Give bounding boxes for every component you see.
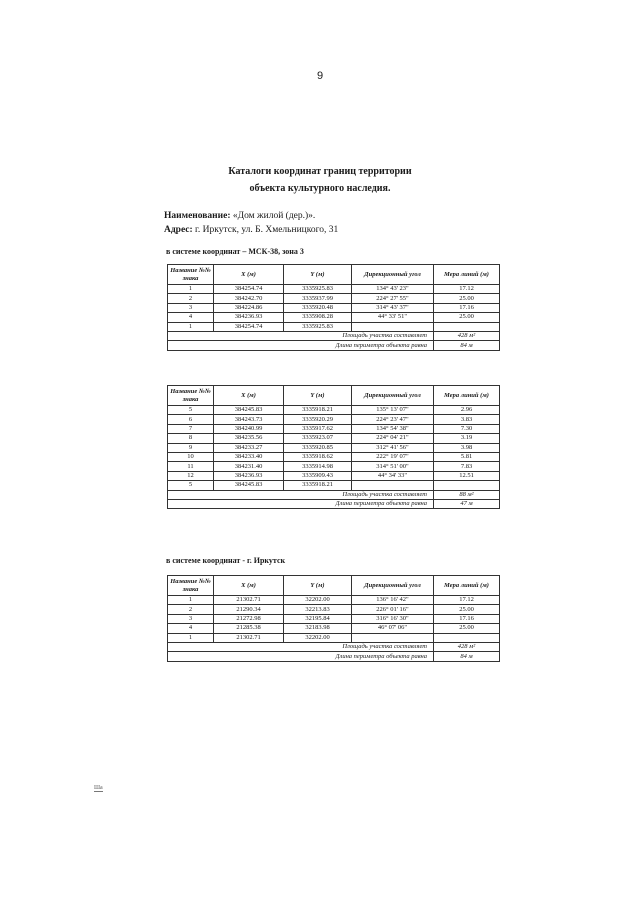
y-coordinate: 3335920.48 — [284, 303, 352, 312]
table-row — [168, 415, 500, 424]
direction-angle: 136° 16' 42" — [352, 596, 434, 605]
point-number: 3 — [168, 303, 214, 312]
point-number: 1 — [168, 633, 214, 642]
direction-angle — [352, 322, 434, 331]
header-name: Название №№ знака — [168, 386, 214, 406]
footer-mark: Ша — [94, 785, 103, 791]
header-angle: Дирекционный угол — [352, 576, 434, 596]
y-coordinate: 3335918.21 — [284, 406, 352, 415]
x-coordinate: 384231.40 — [214, 462, 284, 471]
y-coordinate: 32213.83 — [284, 605, 352, 614]
x-coordinate: 384240.99 — [214, 424, 284, 433]
title-line-1: Каталоги координат границ территории — [228, 166, 412, 177]
table-row — [168, 294, 500, 303]
direction-angle: 312° 41' 56" — [352, 443, 434, 452]
direction-angle: 44° 34' 33" — [352, 471, 434, 480]
line-length: 17.12 — [434, 596, 500, 605]
object-name — [164, 211, 315, 221]
header-angle: Дирекционный угол — [352, 386, 434, 406]
y-coordinate: 3335937.99 — [284, 294, 352, 303]
area-row — [168, 642, 500, 651]
line-length: 17.16 — [434, 303, 500, 312]
header-name: Название №№ знака — [168, 265, 214, 285]
direction-angle: 135° 13' 07" — [352, 406, 434, 415]
line-length: 17.12 — [434, 285, 500, 294]
x-coordinate: 21285.38 — [214, 624, 284, 633]
perimeter-value: 84 м — [434, 341, 500, 350]
y-coordinate: 3335925.83 — [284, 322, 352, 331]
perimeter-value: 47 м — [434, 499, 500, 508]
line-length: 3.83 — [434, 415, 500, 424]
line-length: 7.83 — [434, 462, 500, 471]
table-row — [168, 424, 500, 433]
table-row — [168, 462, 500, 471]
table-row — [168, 614, 500, 623]
header-y: Y (м) — [284, 576, 352, 596]
header-angle: Дирекционный угол — [352, 265, 434, 285]
y-coordinate: 3335908.28 — [284, 313, 352, 322]
line-length: 7.30 — [434, 424, 500, 433]
point-number: 2 — [168, 294, 214, 303]
coordinates-table-msk38 — [167, 264, 500, 351]
section-heading-msk38: в системе координат – МСК-38, зона 3 — [166, 247, 304, 256]
direction-angle: 314° 43' 37" — [352, 303, 434, 312]
point-number: 2 — [168, 605, 214, 614]
direction-angle: 134° 54' 38" — [352, 424, 434, 433]
header-length: Мера линий (м) — [434, 386, 500, 406]
point-number: 11 — [168, 462, 214, 471]
table-header-row — [168, 576, 500, 596]
y-coordinate: 32195.84 — [284, 614, 352, 623]
area-row — [168, 331, 500, 340]
line-length: 12.51 — [434, 471, 500, 480]
perimeter-row — [168, 341, 500, 350]
object-address — [164, 225, 338, 235]
y-coordinate: 3335923.07 — [284, 434, 352, 443]
line-length: 25.00 — [434, 624, 500, 633]
point-number: 10 — [168, 452, 214, 461]
point-number: 3 — [168, 614, 214, 623]
table-row — [168, 322, 500, 331]
y-coordinate: 3335914.98 — [284, 462, 352, 471]
table-row — [168, 596, 500, 605]
page-number: 9 — [316, 70, 324, 82]
header-x: X (м) — [214, 576, 284, 596]
point-number: 4 — [168, 624, 214, 633]
x-coordinate: 21290.34 — [214, 605, 284, 614]
x-coordinate: 384245.83 — [214, 406, 284, 415]
header-length: Мера линий (м) — [434, 576, 500, 596]
area-label: Площадь участка составляет — [168, 490, 434, 499]
line-length: 5.81 — [434, 452, 500, 461]
title-line-2: объекта культурного наследия. — [249, 183, 391, 194]
x-coordinate: 384242.70 — [214, 294, 284, 303]
point-number: 4 — [168, 313, 214, 322]
table-row — [168, 406, 500, 415]
x-coordinate: 384236.93 — [214, 471, 284, 480]
line-length: 3.98 — [434, 443, 500, 452]
y-coordinate: 3335918.62 — [284, 452, 352, 461]
point-number: 6 — [168, 415, 214, 424]
table-row — [168, 313, 500, 322]
line-length — [434, 481, 500, 490]
table-header-row — [168, 386, 500, 406]
perimeter-row — [168, 499, 500, 508]
direction-angle: 316° 16' 30" — [352, 614, 434, 623]
x-coordinate: 384233.40 — [214, 452, 284, 461]
perimeter-row — [168, 652, 500, 661]
line-length: 25.00 — [434, 294, 500, 303]
y-coordinate: 32202.00 — [284, 596, 352, 605]
header-x: X (м) — [214, 386, 284, 406]
area-value: 428 м² — [434, 331, 500, 340]
direction-angle: 226° 01' 16" — [352, 605, 434, 614]
direction-angle: 134° 43' 23" — [352, 285, 434, 294]
line-length: 25.00 — [434, 605, 500, 614]
header-y: Y (м) — [284, 386, 352, 406]
table-row — [168, 452, 500, 461]
y-coordinate: 32202.00 — [284, 633, 352, 642]
direction-angle: 314° 51' 00" — [352, 462, 434, 471]
header-y: Y (м) — [284, 265, 352, 285]
table-row — [168, 471, 500, 480]
direction-angle: 46° 07' 06" — [352, 624, 434, 633]
header-name: Название №№ знака — [168, 576, 214, 596]
x-coordinate: 384224.86 — [214, 303, 284, 312]
y-coordinate: 3335925.83 — [284, 285, 352, 294]
table-row — [168, 633, 500, 642]
x-coordinate: 21302.71 — [214, 596, 284, 605]
x-coordinate: 384243.73 — [214, 415, 284, 424]
header-x: X (м) — [214, 265, 284, 285]
header-length: Мера линий (м) — [434, 265, 500, 285]
area-value: 88 м² — [434, 490, 500, 499]
perimeter-value: 84 м — [434, 652, 500, 661]
point-number: 1 — [168, 596, 214, 605]
name-value: «Дом жилой (дер.)». — [232, 211, 316, 221]
area-row — [168, 490, 500, 499]
perimeter-label: Длина периметра объекта равна — [168, 341, 434, 350]
x-coordinate: 384245.83 — [214, 481, 284, 490]
coordinates-table-irkutsk — [167, 575, 500, 662]
point-number: 5 — [168, 406, 214, 415]
line-length — [434, 322, 500, 331]
table-row — [168, 434, 500, 443]
x-coordinate: 384233.27 — [214, 443, 284, 452]
direction-angle: 224° 23' 47" — [352, 415, 434, 424]
direction-angle — [352, 481, 434, 490]
x-coordinate: 384235.56 — [214, 434, 284, 443]
direction-angle: 44° 33' 51" — [352, 313, 434, 322]
direction-angle: 224° 04' 21" — [352, 434, 434, 443]
direction-angle: 224° 27' 55" — [352, 294, 434, 303]
point-number: 7 — [168, 424, 214, 433]
line-length: 25.00 — [434, 313, 500, 322]
y-coordinate: 3335909.43 — [284, 471, 352, 480]
x-coordinate: 21272.98 — [214, 614, 284, 623]
y-coordinate: 3335918.21 — [284, 481, 352, 490]
x-coordinate: 384254.74 — [214, 322, 284, 331]
table-header-row — [168, 265, 500, 285]
y-coordinate: 3335920.29 — [284, 415, 352, 424]
section-heading-irkutsk: в системе координат - г. Иркутск — [166, 556, 286, 565]
direction-angle: 222° 19' 07" — [352, 452, 434, 461]
line-length: 2.96 — [434, 406, 500, 415]
line-length — [434, 633, 500, 642]
address-label: Адрес: — [164, 225, 193, 235]
table-row — [168, 605, 500, 614]
point-number: 1 — [168, 322, 214, 331]
area-value: 428 м² — [434, 642, 500, 651]
perimeter-label: Длина периметра объекта равна — [168, 499, 434, 508]
line-length: 3.19 — [434, 434, 500, 443]
x-coordinate: 384236.93 — [214, 313, 284, 322]
coordinates-table-msk38-inner — [167, 385, 500, 509]
area-label: Площадь участка составляет — [168, 331, 434, 340]
point-number: 12 — [168, 471, 214, 480]
point-number: 9 — [168, 443, 214, 452]
y-coordinate: 32183.98 — [284, 624, 352, 633]
name-label: Наименование: — [164, 211, 231, 221]
line-length: 17.16 — [434, 614, 500, 623]
table-row — [168, 481, 500, 490]
table-row — [168, 443, 500, 452]
table-row — [168, 303, 500, 312]
direction-angle — [352, 633, 434, 642]
y-coordinate: 3335920.85 — [284, 443, 352, 452]
document-title — [0, 163, 640, 197]
table-row — [168, 285, 500, 294]
y-coordinate: 3335917.62 — [284, 424, 352, 433]
address-value: г. Иркутск, ул. Б. Хмельницкого, 31 — [195, 225, 339, 235]
x-coordinate: 384254.74 — [214, 285, 284, 294]
x-coordinate: 21302.71 — [214, 633, 284, 642]
table-row — [168, 624, 500, 633]
perimeter-label: Длина периметра объекта равна — [168, 652, 434, 661]
point-number: 8 — [168, 434, 214, 443]
point-number: 1 — [168, 285, 214, 294]
point-number: 5 — [168, 481, 214, 490]
area-label: Площадь участка составляет — [168, 642, 434, 651]
